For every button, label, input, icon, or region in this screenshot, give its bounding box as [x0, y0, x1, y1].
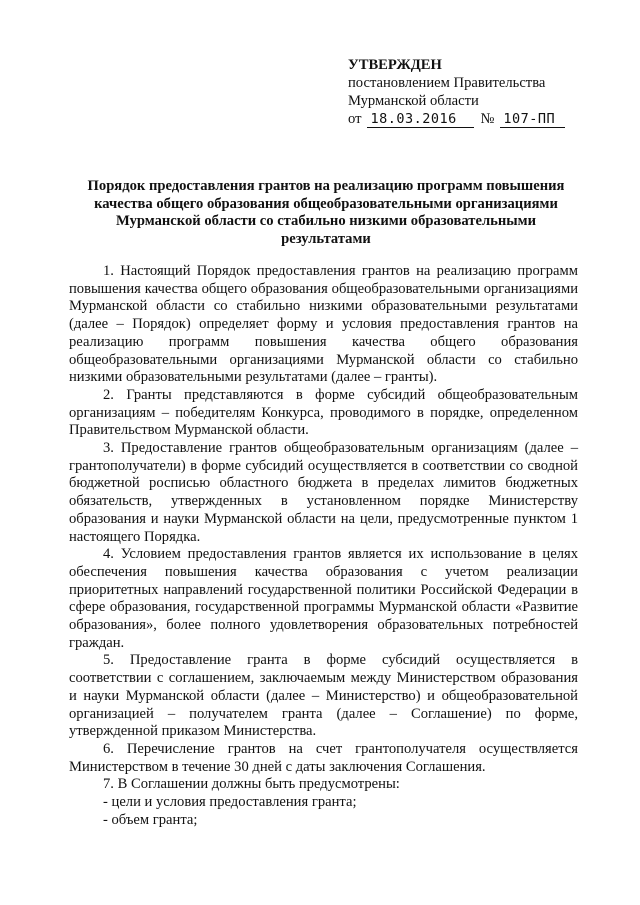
paragraph-6: 6. Перечисление грантов на счет грантополучателя осуществляется Министерством в течение 30 дней с даты заключения Соглашения.	[69, 740, 578, 775]
paragraph-5: 5. Предоставление гранта в форме субсидий осуществляется в соответствии с соглашением, заключаемым между Министерством образования и науки Мурманской области (далее – Министерство) и общеобразовательной организацией – получателем гранта (далее – Соглашение) по форме, утвержденной приказом Министерства.	[69, 652, 578, 740]
approved-heading: УТВЕРЖДЕН	[348, 57, 442, 73]
from-label: от	[348, 111, 362, 127]
approval-date-number-line	[348, 110, 565, 128]
document-body	[69, 263, 578, 830]
paragraph-4: 4. Условием предоставления грантов является их использование в целях обеспечения повышения качества образования с учетом реализации приоритетных направлений государственной политики Российской Федерации в сфере образования, государственной программы Мурманской области «Развитие образования», более полного удовлетворения образовательных потребностей граждан.	[69, 546, 578, 651]
approval-date: 18.03.2016	[367, 112, 474, 128]
document-title: Порядок предоставления грантов на реализацию программ повышения качества общего образования общеобразовательными организациями Мурманской области со стабильно низкими образовательными результатами	[87, 178, 565, 247]
approval-stamp	[348, 56, 565, 128]
list-item: - цели и условия предоставления гранта;	[103, 794, 357, 811]
paragraph-7-intro: 7. В Соглашении должны быть предусмотрены:	[103, 776, 400, 793]
paragraph-3: 3. Предоставление грантов общеобразовательным организациям (далее – грантополучатели) в форме субсидий осуществляется в соответствии со сводной бюджетной росписью областного бюджета в пределах лимитов бюджетных обязательств, утвержденных в установленном порядке Министерству образования и науки Мурманской области на цели, предусмотренные пунктом 1 настоящего Порядка.	[69, 440, 578, 545]
paragraph-2: 2. Гранты представляются в форме субсидий общеобразовательным организациям – победителям Конкурса, проводимого в порядке, определенном Правительством Мурманской области.	[69, 386, 578, 439]
approval-number: 107-ПП	[500, 112, 565, 128]
number-label: №	[480, 111, 495, 127]
list-item: - объем гранта;	[103, 811, 198, 828]
approval-authority: постановлением Правительства	[348, 75, 546, 91]
paragraph-1: 1. Настоящий Порядок предоставления грантов на реализацию программ повышения качества общего образования общеобразовательными организациями Мурманской области со стабильно низкими образовательными результатами (далее – Порядок) определяет форму и условия предоставления грантов на реализацию программ повышения качества общего образования общеобразовательными организациями Мурманской области со стабильно низкими образовательными результатами (далее – гранты).	[69, 263, 578, 386]
approval-region: Мурманской области	[348, 93, 479, 109]
